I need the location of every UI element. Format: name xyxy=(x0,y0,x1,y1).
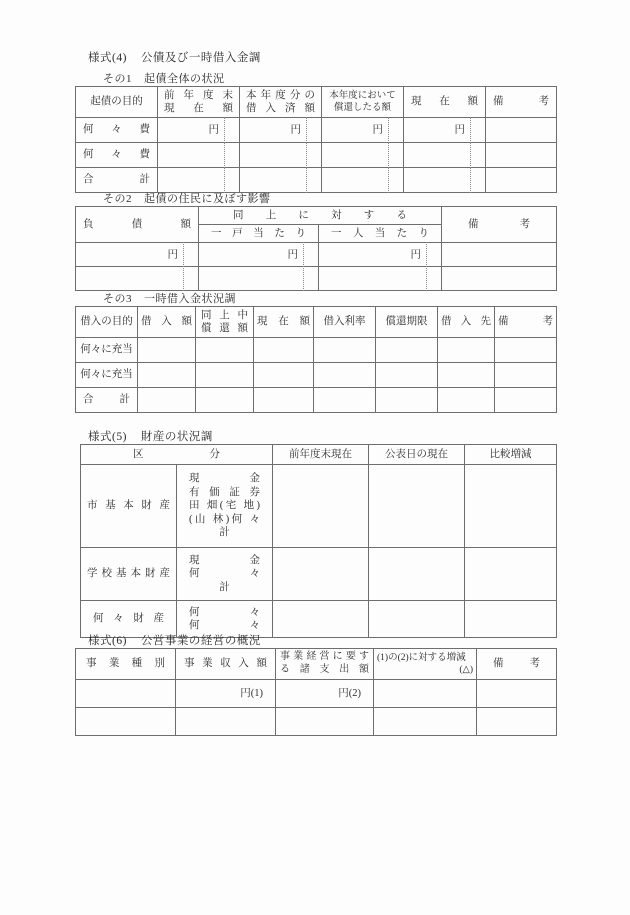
cell-sono3-total-borrow[interactable] xyxy=(138,388,196,413)
cell-sono1-total-remarks[interactable] xyxy=(486,168,557,193)
cell-form6-r2-remarks[interactable] xyxy=(477,708,557,736)
cell-sono3-r1-rate[interactable] xyxy=(314,338,376,363)
sono3-number: その3 xyxy=(103,293,132,305)
cell-sono1-r1-purpose: 何 々 費 xyxy=(76,118,158,143)
sono2-number: その2 xyxy=(103,193,132,205)
cell-sono3-r1-purpose: 何々に充当 xyxy=(76,338,138,363)
cell-form6-r1-type[interactable] xyxy=(76,680,176,708)
cell-sono3-r2-lender[interactable] xyxy=(438,363,495,388)
th-sono1-repaid-this-year: 本年度において 償還したる額 xyxy=(322,87,404,118)
cell-sono1-r2-borrowed[interactable] xyxy=(240,143,322,168)
cell-form6-r1-difference[interactable] xyxy=(374,680,477,708)
form4-title-text: 公債及び一時借入金調 xyxy=(140,52,261,64)
th-sono3-remarks: 備 考 xyxy=(495,307,557,338)
table-sono3-header-row xyxy=(76,307,557,338)
cell-sono3-r2-repaid[interactable] xyxy=(196,363,254,388)
th-sono1-prev-year-balance: 前 年 度 末 現 在 額 xyxy=(158,87,240,118)
th-form6-business-type: 事 業 種 別 xyxy=(76,649,176,680)
cell-form5-r2-category: 学 校 基 本 財 産 xyxy=(81,548,177,601)
cell-form5-r3-category: 何 々 財 産 xyxy=(81,601,177,638)
table-form6-header-row xyxy=(76,649,557,680)
cell-form5-r3-pubdate[interactable] xyxy=(369,601,465,638)
table-form5-header-row xyxy=(81,445,557,465)
cell-sono1-total-label: 合 計 xyxy=(76,168,158,193)
th-form5-prev-year-end: 前年度末現在 xyxy=(273,445,369,465)
form5-title xyxy=(88,428,213,444)
cell-sono3-r1-deadline[interactable] xyxy=(376,338,438,363)
cell-sono1-r1-borrowed[interactable]: 円 xyxy=(240,118,322,143)
cell-sono3-total-current[interactable] xyxy=(254,388,314,413)
form5-code: 様式(5) xyxy=(88,431,127,443)
cell-sono1-r2-repaid[interactable] xyxy=(322,143,404,168)
cell-form5-r2-items: 現 金 何 々 計 xyxy=(177,548,273,601)
table-row xyxy=(76,363,557,388)
th-sono3-purpose: 借入の目的 xyxy=(76,307,138,338)
form6-title xyxy=(88,632,261,648)
table-form6 xyxy=(75,648,557,736)
th-sono1-borrowed-this-year: 本年度分の 借 入 済 額 xyxy=(240,87,322,118)
table-sono2-header-row-1 xyxy=(76,207,557,225)
cell-sono3-r2-borrow[interactable] xyxy=(138,363,196,388)
cell-sono2-r2-debt[interactable] xyxy=(76,267,199,291)
cell-sono3-r1-repaid[interactable] xyxy=(196,338,254,363)
sono1-label: 起債全体の状況 xyxy=(144,73,225,85)
cell-form5-r3-compare[interactable] xyxy=(465,601,557,638)
th-sono3-borrow-amount: 借 入 額 xyxy=(138,307,196,338)
table-row xyxy=(81,465,557,548)
cell-sono2-r1-household[interactable]: 円 xyxy=(199,243,319,267)
table-form5 xyxy=(80,444,557,638)
cell-sono3-r1-remarks[interactable] xyxy=(495,338,557,363)
th-sono1-remarks: 備 考 xyxy=(486,87,557,118)
cell-sono3-total-rate[interactable] xyxy=(314,388,376,413)
cell-sono1-total-prev[interactable] xyxy=(158,168,240,193)
cell-sono3-r1-borrow[interactable] xyxy=(138,338,196,363)
form6-title-text: 公営事業の経営の概況 xyxy=(140,635,261,647)
th-form5-publication-date: 公表日の現在 xyxy=(369,445,465,465)
cell-sono1-r1-prev[interactable]: 円 xyxy=(158,118,240,143)
cell-sono1-total-repaid[interactable] xyxy=(322,168,404,193)
cell-form5-r1-pubdate[interactable] xyxy=(369,465,465,548)
form4-title xyxy=(88,49,261,65)
cell-sono2-r1-person[interactable]: 円 xyxy=(319,243,442,267)
table-row xyxy=(76,243,557,267)
cell-sono2-r1-remarks[interactable] xyxy=(442,243,557,267)
table-row xyxy=(76,267,557,291)
th-form6-business-income: 事 業 収 入 額 xyxy=(176,649,276,680)
th-sono2-per-household: 一 戸 当 た り xyxy=(199,225,319,243)
cell-form6-r2-expense[interactable] xyxy=(276,708,374,736)
cell-form6-r2-income[interactable] xyxy=(176,708,276,736)
cell-form6-r1-remarks[interactable] xyxy=(477,680,557,708)
th-form6-business-expense: 事 業 経 営 に 要 す る 諸 支 出 額 xyxy=(276,649,374,680)
th-form6-difference: (1)の(2)に対する増減 (△) xyxy=(374,649,477,680)
cell-sono1-r2-prev[interactable] xyxy=(158,143,240,168)
sono3-label: 一時借入金状況調 xyxy=(144,293,236,305)
table-row xyxy=(76,168,557,193)
sono1-number: その1 xyxy=(103,73,132,85)
cell-sono3-total-remarks[interactable] xyxy=(495,388,557,413)
th-form6-remarks: 備 考 xyxy=(477,649,557,680)
th-sono1-current-balance: 現 在 額 xyxy=(404,87,486,118)
cell-sono2-r2-person[interactable] xyxy=(319,267,442,291)
table-sono3 xyxy=(75,306,557,413)
cell-form5-r1-category: 市 基 本 財 産 xyxy=(81,465,177,548)
cell-sono3-r2-remarks[interactable] xyxy=(495,363,557,388)
th-form5-comparison: 比較増減 xyxy=(465,445,557,465)
th-sono2-per-person: 一 人 当 た り xyxy=(319,225,442,243)
table-row xyxy=(76,338,557,363)
th-sono3-repayment-deadline: 償還期限 xyxy=(376,307,438,338)
cell-sono1-total-current[interactable] xyxy=(404,168,486,193)
cell-sono2-r1-debt[interactable]: 円 xyxy=(76,243,199,267)
cell-form6-r1-income[interactable]: 円(1) xyxy=(176,680,276,708)
cell-form6-r2-difference[interactable] xyxy=(374,708,477,736)
form4-code: 様式(4) xyxy=(88,52,127,64)
cell-sono3-r1-current[interactable] xyxy=(254,338,314,363)
table-row xyxy=(76,118,557,143)
th-sono3-current-balance: 現 在 額 xyxy=(254,307,314,338)
table-sono2 xyxy=(75,206,557,291)
table-row xyxy=(76,143,557,168)
cell-sono3-total-lender[interactable] xyxy=(438,388,495,413)
cell-sono1-r1-repaid[interactable]: 円 xyxy=(322,118,404,143)
cell-sono3-r2-purpose: 何々に充当 xyxy=(76,363,138,388)
cell-sono3-r2-deadline[interactable] xyxy=(376,363,438,388)
table-row xyxy=(76,388,557,413)
sono2-label: 起債の住民に及ぼす影響 xyxy=(144,193,271,205)
cell-sono3-total-repaid[interactable] xyxy=(196,388,254,413)
th-sono3-interest-rate: 借入利率 xyxy=(314,307,376,338)
cell-form6-r1-expense[interactable]: 円(2) xyxy=(276,680,374,708)
cell-form5-r1-compare[interactable] xyxy=(465,465,557,548)
form5-title-text: 財産の状況調 xyxy=(140,431,213,443)
cell-sono1-r2-current[interactable] xyxy=(404,143,486,168)
th-form5-classification: 区 分 xyxy=(81,445,273,465)
table-row xyxy=(76,708,557,736)
th-sono1-purpose: 起債の目的 xyxy=(76,87,158,118)
form6-code: 様式(6) xyxy=(88,635,127,647)
cell-sono3-total-label: 合 計 xyxy=(76,388,138,413)
section-sono3-heading xyxy=(103,290,236,306)
th-sono3-lender: 借 入 先 xyxy=(438,307,495,338)
cell-sono3-r2-rate[interactable] xyxy=(314,363,376,388)
section-sono2-heading xyxy=(103,190,271,206)
cell-sono1-r2-remarks[interactable] xyxy=(486,143,557,168)
cell-form5-r2-pubdate[interactable] xyxy=(369,548,465,601)
cell-sono3-r2-current[interactable] xyxy=(254,363,314,388)
cell-sono2-r2-remarks[interactable] xyxy=(442,267,557,291)
cell-sono3-r1-lender[interactable] xyxy=(438,338,495,363)
cell-form5-r3-prev[interactable] xyxy=(273,601,369,638)
table-sono1 xyxy=(75,86,557,193)
table-row xyxy=(81,548,557,601)
th-sono3-repaid-amount: 同 上 中 償 還 額 xyxy=(196,307,254,338)
cell-form5-r3-items: 何 々 何 々 xyxy=(177,601,273,638)
cell-sono1-r2-purpose: 何 々 費 xyxy=(76,143,158,168)
th-sono2-debt-amount: 負 債 額 xyxy=(76,207,199,243)
cell-form6-r2-type[interactable] xyxy=(76,708,176,736)
cell-form5-r1-items: 現 金 有 価 証 券 田 畑(宅 地) (山 林)何 々 計 xyxy=(177,465,273,548)
table-row xyxy=(76,680,557,708)
cell-form5-r2-prev[interactable] xyxy=(273,548,369,601)
table-sono1-header-row xyxy=(76,87,557,118)
cell-sono1-r1-remarks[interactable] xyxy=(486,118,557,143)
th-sono2-remarks: 備 考 xyxy=(442,207,557,243)
cell-form5-r2-compare[interactable] xyxy=(465,548,557,601)
th-sono2-group: 同 上 に 対 す る xyxy=(199,207,442,225)
cell-sono1-r1-current[interactable]: 円 xyxy=(404,118,486,143)
cell-sono1-total-borrowed[interactable] xyxy=(240,168,322,193)
section-sono1-heading xyxy=(103,70,225,86)
cell-sono2-r2-household[interactable] xyxy=(199,267,319,291)
cell-form5-r1-prev[interactable] xyxy=(273,465,369,548)
cell-sono3-total-deadline[interactable] xyxy=(376,388,438,413)
